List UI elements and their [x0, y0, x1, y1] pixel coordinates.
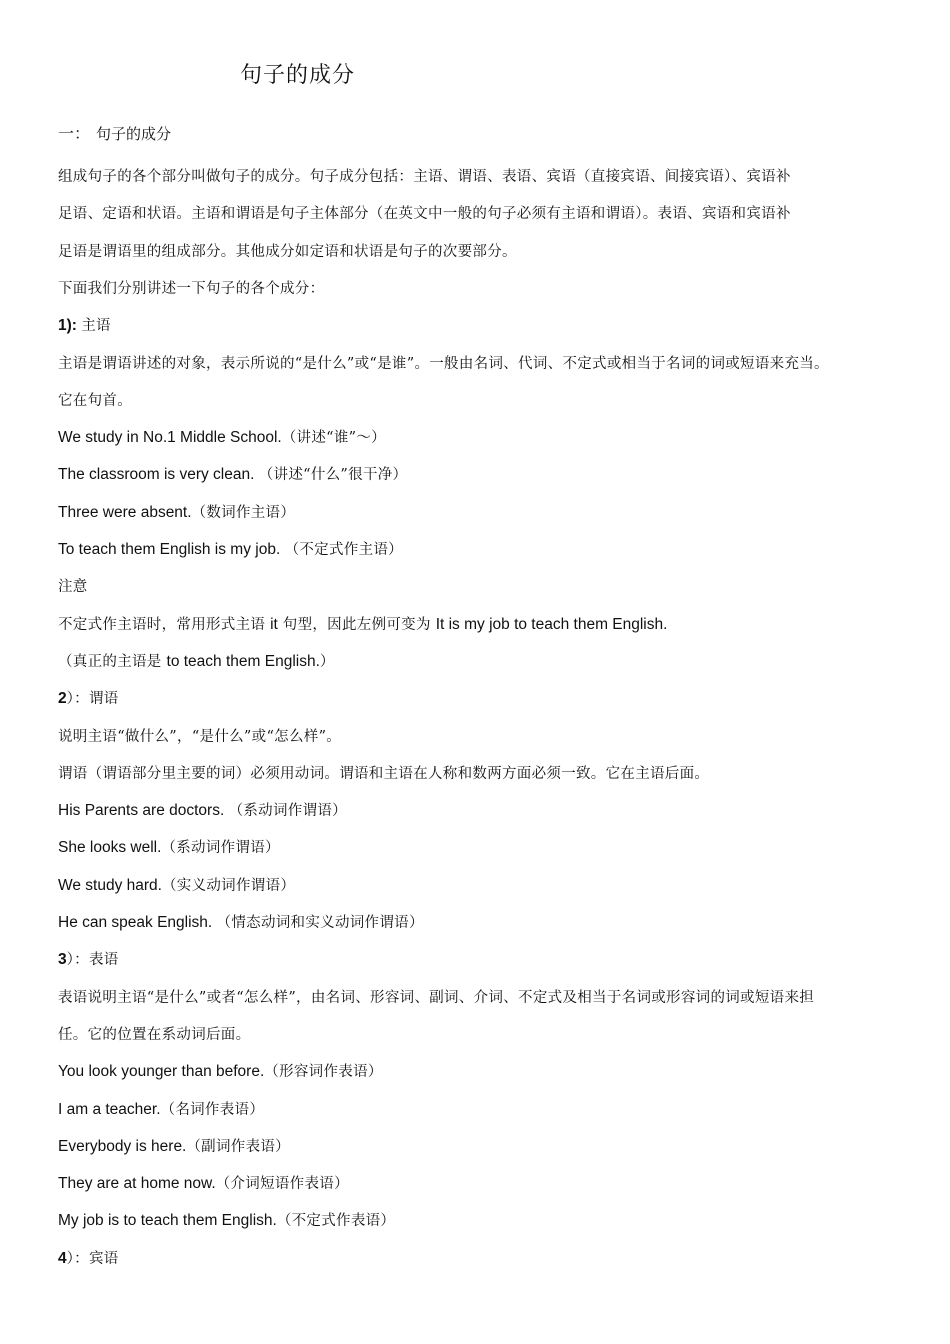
chinese-text: （系动词作谓语）	[228, 803, 347, 820]
item-number: 2	[58, 690, 67, 708]
text-line	[58, 1135, 290, 1158]
chinese-text: （形容词作表语）	[264, 1064, 383, 1081]
chinese-text: （不定式作表语）	[276, 1213, 396, 1230]
english-example: The classroom is very clean.	[58, 466, 259, 484]
english-example: You look younger than before.	[58, 1063, 265, 1081]
chinese-text: 注意	[58, 579, 88, 596]
english-example: They are at home now.	[58, 1175, 216, 1193]
chinese-text: （系动词作谓语）	[161, 840, 280, 857]
english-example: Everybody is here.	[58, 1137, 187, 1155]
english-example: His Parents are doctors.	[58, 802, 229, 820]
english-example: He can speak English.	[58, 914, 217, 931]
chinese-text: （名词作表语）	[160, 1101, 265, 1118]
chinese-text: 表语说明主语“是什么”或者“怎么样”，由名词、形容词、副词、介词、不定式及相当于名词或形容词的词或短语来担	[58, 989, 815, 1006]
chinese-text: 主语是谓语讲述的对象，表示所说的“是什么”或“是谁”。一般由名词、代词、不定式或相当于名词的词或短语来充当。	[58, 355, 829, 372]
text-line	[58, 762, 709, 785]
chinese-text: 足语、定语和状语。主语和谓语是句子主体部分（在英文中一般的句子必须有主语和谓语）。表语、宾语和宾语补	[58, 206, 791, 223]
chinese-text: （实义动词作谓语）	[161, 877, 296, 894]
english-example: It is my job to teach them English.	[435, 615, 668, 633]
text-line	[58, 650, 335, 673]
chinese-text: （不定式作主语）	[284, 542, 403, 558]
text-line	[58, 911, 424, 934]
chinese-text: ）：谓语	[66, 691, 119, 708]
chinese-text: （真正的主语是	[58, 653, 167, 670]
item-number: 3	[58, 951, 67, 969]
text-line	[58, 389, 132, 412]
chinese-text: 谓语（谓语部分里主要的词）必须用动词。谓语和主语在人称和数两方面必须一致。它在主语后面。	[58, 765, 710, 782]
english-example: to teach them English.	[166, 652, 320, 670]
chinese-text: 任。它的位置在系动词后面。	[58, 1026, 251, 1043]
chinese-text: 足语是谓语里的组成部分。其他成分如定语和状语是句子的次要部分。	[58, 243, 517, 260]
english-example: My job is to teach them English.	[58, 1212, 277, 1230]
text-line	[58, 575, 88, 598]
text-line	[58, 613, 667, 636]
chinese-text: ）：表语	[66, 952, 119, 969]
chinese-text: 它在句首。	[58, 392, 132, 409]
text-line	[58, 687, 119, 710]
text-line	[58, 1172, 349, 1195]
text-line	[58, 463, 407, 486]
section-heading	[58, 121, 171, 147]
text-line	[58, 1098, 264, 1121]
chinese-text: （介词短语作表语）	[215, 1176, 349, 1193]
chinese-text: 组成句子的各个部分叫做句子的成分。句子成分包括：主语、谓语、表语、宾语（直接宾语、间接宾语）、宾语补	[58, 169, 791, 185]
chinese-text: 句型，因此左例可变为	[277, 616, 436, 633]
item-number: 1):	[58, 317, 82, 335]
text-line	[58, 165, 791, 188]
text-line	[58, 1023, 250, 1046]
page-title: 句子的成分	[240, 63, 356, 88]
section-heading-text: 句子的成分	[96, 125, 172, 143]
english-example: We study in No.1 Middle School.	[58, 429, 282, 447]
section-number: 一：	[58, 124, 91, 143]
text-line	[58, 501, 295, 524]
english-example: We study hard.	[58, 876, 162, 894]
text-line	[58, 1247, 119, 1270]
text-line	[58, 426, 386, 449]
chinese-text: （数词作主语）	[191, 504, 296, 521]
text-line	[58, 277, 324, 300]
text-line	[58, 1209, 395, 1232]
text-line	[58, 314, 111, 337]
text-line	[58, 1060, 383, 1083]
item-number: 4	[58, 1249, 67, 1267]
text-line	[58, 948, 119, 971]
chinese-text: （讲述“谁”～）	[281, 430, 386, 447]
text-line	[58, 836, 280, 859]
text-line	[58, 986, 814, 1009]
chinese-text: ）：宾语	[66, 1250, 119, 1267]
text-line	[58, 725, 341, 748]
english-example: I am a teacher.	[58, 1100, 161, 1118]
chinese-text: （讲述“什么”很干净）	[258, 467, 408, 484]
text-line	[58, 240, 517, 263]
english-example: it	[270, 615, 278, 633]
text-line	[58, 352, 829, 375]
chinese-text: 说明主语“做什么”，“是什么”或“怎么样”。	[58, 728, 342, 745]
chinese-text: ）	[319, 653, 335, 670]
english-example: To teach them English is my job.	[58, 541, 285, 558]
text-line	[58, 538, 403, 561]
chinese-text: （情态动词和实义动词作谓语）	[216, 915, 424, 931]
text-line	[58, 799, 347, 822]
chinese-text: 不定式作主语时，常用形式主语	[58, 616, 271, 633]
text-line	[58, 202, 791, 225]
english-example: She looks well.	[58, 839, 162, 857]
chinese-text: （副词作表语）	[186, 1138, 290, 1155]
english-example: Three were absent.	[58, 503, 192, 521]
chinese-text: 下面我们分别讲述一下句子的各个成分：	[58, 280, 325, 297]
chinese-text: 主语	[81, 318, 111, 335]
text-line	[58, 874, 295, 897]
